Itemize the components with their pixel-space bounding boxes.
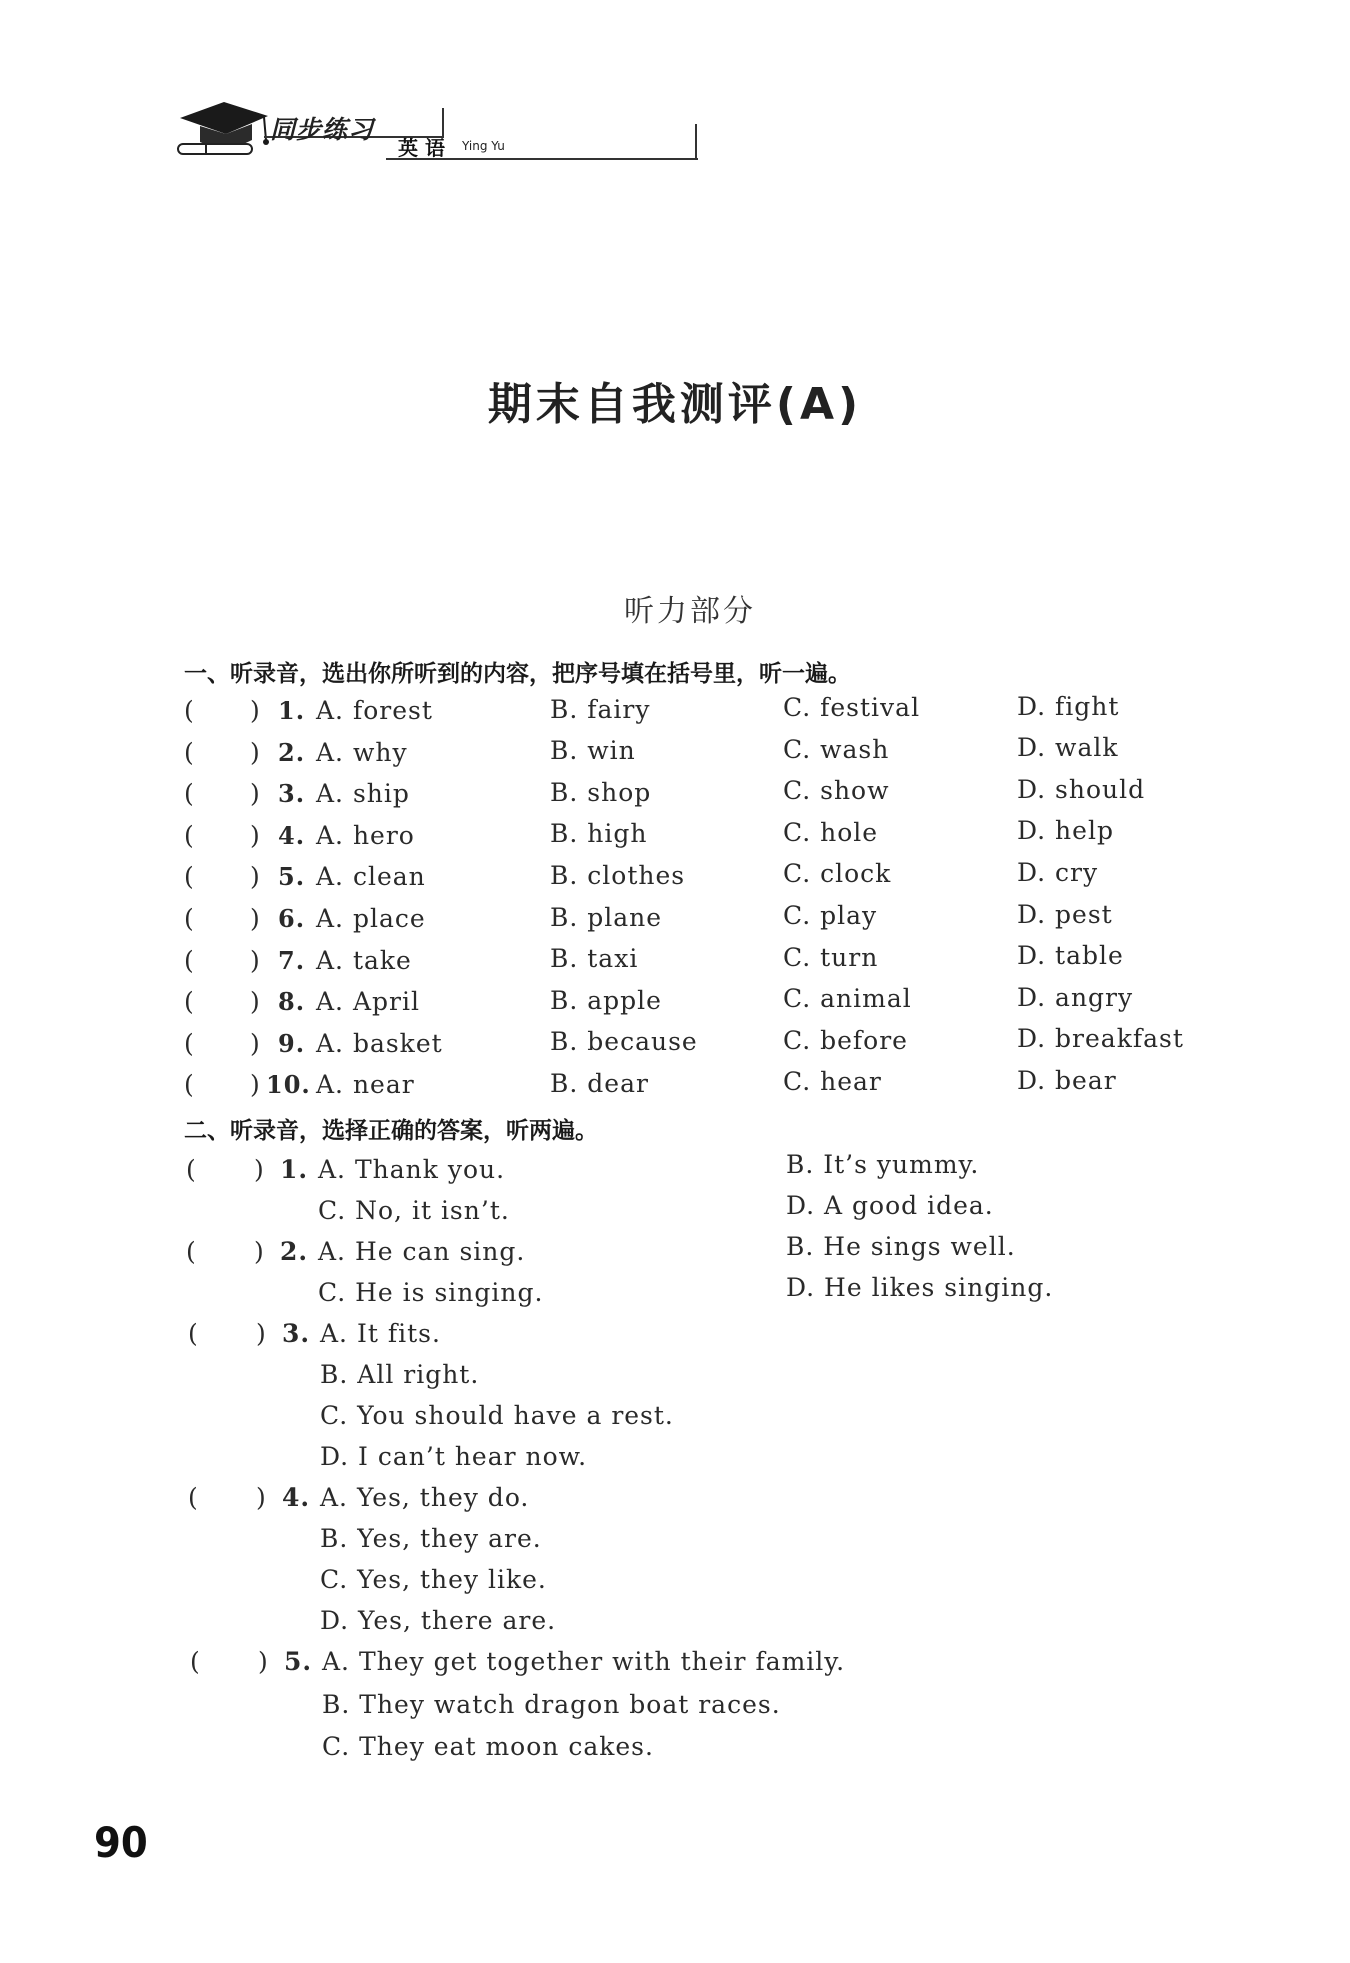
option-d: D. A good idea. <box>786 1191 994 1220</box>
answer-blank-close: ) <box>250 945 261 975</box>
option-d: D. bear <box>1017 1065 1117 1095</box>
question-row <box>0 1024 1350 1069</box>
option-c: C. You should have a rest. <box>320 1401 674 1430</box>
subject-pinyin: Ying Yu <box>462 139 505 153</box>
option-d: D. walk <box>1017 733 1119 763</box>
option-c: C. show <box>783 776 890 806</box>
question-number: 3. <box>278 779 306 809</box>
question-number: 9. <box>278 1028 306 1058</box>
question-row <box>0 982 1350 1027</box>
question-row <box>0 1065 1350 1110</box>
answer-blank-close: ) <box>250 1070 261 1100</box>
answer-blank[interactable]: ( <box>188 1319 199 1348</box>
option-b: B. It’s yummy. <box>786 1150 980 1179</box>
section1-heading: 一、听录音，选出你所听到的内容，把序号填在括号里，听一遍。 <box>184 661 851 687</box>
option-a: A. ship <box>316 779 410 809</box>
option-c: C. hole <box>783 817 879 847</box>
question-row <box>0 733 1350 778</box>
option-c: C. before <box>783 1025 908 1055</box>
option-a: A. basket <box>316 1028 443 1058</box>
option-b: B. win <box>550 736 636 766</box>
option-c: C. Yes, they like. <box>320 1565 547 1594</box>
header-divider <box>695 124 697 159</box>
option-d: D. should <box>1017 774 1146 804</box>
option-d: D. angry <box>1017 982 1134 1012</box>
option-d: D. help <box>1017 816 1114 846</box>
series-title: 同步练习 <box>270 115 375 144</box>
option-b: B. taxi <box>550 944 639 974</box>
question-number: 6. <box>278 904 306 933</box>
option-a: A. take <box>316 945 412 975</box>
graduation-cap-icon <box>176 96 276 166</box>
question-row <box>0 941 1350 986</box>
page-header <box>176 96 536 166</box>
question-number: 4. <box>282 1483 311 1512</box>
question-number: 3. <box>282 1319 311 1348</box>
question-row <box>0 899 1350 944</box>
option-a: A. clean <box>316 862 426 892</box>
option-a: A. why <box>316 737 408 767</box>
option-b: B. apple <box>550 985 662 1015</box>
subject-label: 英 语 <box>398 136 445 160</box>
answer-blank[interactable]: ( <box>190 1647 201 1676</box>
question-row <box>0 691 1350 736</box>
option-a: A. Thank you. <box>318 1155 506 1184</box>
option-b: B. shop <box>550 777 652 807</box>
question-number: 4. <box>278 820 306 850</box>
option-a: A. place <box>316 904 426 933</box>
option-c: C. play <box>783 901 878 930</box>
question-row <box>0 816 1350 861</box>
option-b: B. high <box>550 819 648 849</box>
option-d: D. cry <box>1017 857 1099 887</box>
answer-blank[interactable]: ( <box>184 904 195 933</box>
question-row <box>0 774 1350 819</box>
header-underline <box>386 158 698 160</box>
option-d: D. fight <box>1017 691 1120 721</box>
answer-blank[interactable]: ( <box>188 1483 199 1512</box>
option-c: C. wash <box>783 734 890 764</box>
page-number: 90 <box>94 1818 148 1867</box>
section2-heading: 二、听录音，选择正确的答案，听两遍。 <box>184 1118 598 1144</box>
answer-blank[interactable]: ( <box>184 945 195 975</box>
option-c: C. He is singing. <box>318 1278 544 1307</box>
option-d: D. He likes singing. <box>786 1273 1054 1302</box>
answer-blank[interactable]: ( <box>186 1155 197 1184</box>
answer-blank[interactable]: ( <box>184 779 195 809</box>
option-b: B. He sings well. <box>786 1232 1016 1261</box>
question-row <box>0 857 1350 902</box>
answer-blank-close: ) <box>250 779 261 809</box>
option-b: B. Yes, they are. <box>320 1524 542 1553</box>
option-b: B. clothes <box>550 860 686 890</box>
option-c: C. turn <box>783 942 879 972</box>
answer-blank-close: ) <box>250 862 261 892</box>
question-number: 8. <box>278 987 306 1017</box>
option-b: B. dear <box>550 1068 649 1098</box>
question-number: 5. <box>278 862 306 892</box>
option-d: D. I can’t hear now. <box>320 1442 588 1471</box>
option-a: A. He can sing. <box>318 1237 526 1266</box>
option-c: C. animal <box>783 984 912 1014</box>
page-title: 期末自我测评(A) <box>487 379 863 430</box>
answer-blank-close: ) <box>250 737 261 767</box>
option-a: A. It fits. <box>320 1319 441 1348</box>
answer-blank[interactable]: ( <box>184 820 195 850</box>
answer-blank[interactable]: ( <box>184 696 195 725</box>
option-c: C. festival <box>783 693 921 722</box>
answer-blank[interactable]: ( <box>184 1070 195 1100</box>
option-d: D. table <box>1017 941 1124 971</box>
option-c: C. They eat moon cakes. <box>322 1732 654 1761</box>
option-a: A. forest <box>316 696 433 725</box>
answer-blank-close: ) <box>250 904 261 933</box>
answer-blank[interactable]: ( <box>184 862 195 892</box>
option-b: B. because <box>550 1027 698 1057</box>
option-b: B. fairy <box>550 694 651 724</box>
part-title: 听力部分 <box>624 594 756 629</box>
option-d: D. pest <box>1017 899 1113 929</box>
answer-blank[interactable]: ( <box>184 737 195 767</box>
option-a: A. hero <box>316 820 415 850</box>
answer-blank-close: ) <box>250 987 261 1017</box>
option-b: B. They watch dragon boat races. <box>322 1690 781 1719</box>
question-number: 2. <box>278 737 306 767</box>
question-number: 5. <box>284 1647 313 1676</box>
option-a: A. Yes, they do. <box>320 1483 530 1512</box>
option-d: D. breakfast <box>1017 1024 1184 1054</box>
answer-blank-close: ) <box>250 1028 261 1058</box>
option-a: A. near <box>316 1070 415 1100</box>
option-b: B. All right. <box>320 1360 480 1389</box>
option-b: B. plane <box>550 902 663 932</box>
option-c: C. hear <box>783 1067 882 1097</box>
answer-blank-close: ) <box>250 820 261 850</box>
answer-blank[interactable]: ( <box>184 987 195 1017</box>
question-number: 2. <box>280 1237 309 1266</box>
option-a: A. They get together with their family. <box>322 1647 846 1676</box>
answer-blank[interactable]: ( <box>186 1237 197 1266</box>
answer-blank[interactable]: ( <box>184 1028 195 1058</box>
option-c: C. No, it isn’t. <box>318 1196 510 1225</box>
question-number: 7. <box>278 945 306 975</box>
question-number: 10. <box>266 1070 311 1100</box>
answer-blank-close: ) <box>250 696 261 725</box>
option-d: D. Yes, there are. <box>320 1606 557 1635</box>
question-number: 1. <box>278 696 306 725</box>
option-c: C. clock <box>783 859 892 889</box>
question-number: 1. <box>280 1155 309 1184</box>
option-a: A. April <box>316 987 420 1017</box>
